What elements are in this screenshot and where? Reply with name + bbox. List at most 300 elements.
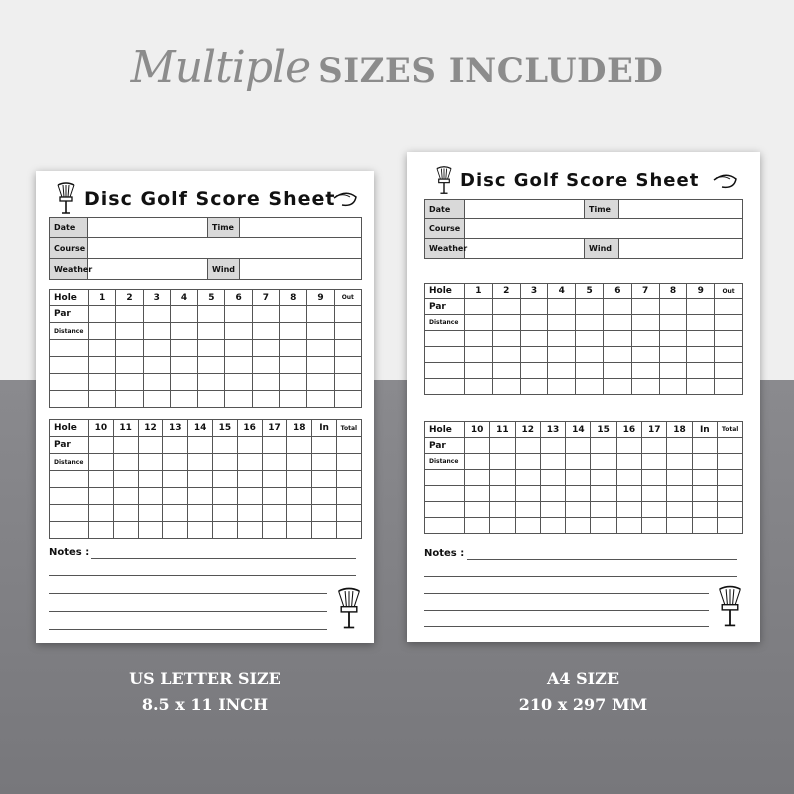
score-cell[interactable]	[490, 502, 515, 518]
distance-cell[interactable]	[515, 454, 540, 470]
distance-label: Distance	[425, 454, 465, 470]
score-cell[interactable]	[113, 488, 138, 505]
score-cell[interactable]	[198, 340, 225, 357]
score-cell[interactable]	[138, 488, 163, 505]
score-cell[interactable]	[312, 471, 337, 488]
score-cell[interactable]	[548, 379, 576, 395]
score-cell[interactable]	[687, 347, 715, 363]
score-cell[interactable]	[252, 357, 279, 374]
score-cell[interactable]	[540, 518, 565, 534]
par-cell[interactable]	[225, 306, 252, 323]
par-cell[interactable]	[262, 437, 287, 454]
score-cell[interactable]	[225, 391, 252, 408]
distance-cell[interactable]	[198, 323, 225, 340]
hole-number-cell: 6	[603, 284, 631, 299]
par-cell[interactable]	[287, 437, 312, 454]
notes-line	[424, 576, 737, 577]
score-cell[interactable]	[225, 357, 252, 374]
wind-field[interactable]	[619, 239, 743, 259]
score-cell[interactable]	[237, 488, 262, 505]
score-cell[interactable]	[715, 363, 743, 379]
score-cell[interactable]	[659, 363, 687, 379]
distance-cell[interactable]	[687, 315, 715, 331]
score-cell[interactable]	[116, 391, 143, 408]
distance-cell[interactable]	[336, 454, 361, 471]
distance-cell[interactable]	[566, 454, 591, 470]
caption-a4-line2: 210 x 297 MM	[518, 695, 648, 714]
score-cell[interactable]	[465, 470, 490, 486]
distance-cell[interactable]	[692, 454, 717, 470]
player-name-cell[interactable]	[50, 522, 89, 539]
table-row	[50, 454, 362, 471]
distance-cell[interactable]	[287, 454, 312, 471]
score-cell[interactable]	[465, 518, 490, 534]
distance-cell[interactable]	[616, 454, 641, 470]
score-cell[interactable]	[492, 363, 520, 379]
par-label: Par	[50, 437, 89, 454]
score-cell[interactable]	[465, 502, 490, 518]
distance-cell[interactable]	[89, 454, 114, 471]
par-cell[interactable]	[465, 438, 490, 454]
score-cell[interactable]	[89, 374, 116, 391]
score-cell[interactable]	[237, 471, 262, 488]
score-cell[interactable]	[631, 331, 659, 347]
distance-cell[interactable]	[631, 315, 659, 331]
weather-field[interactable]	[88, 259, 208, 280]
player-name-cell[interactable]	[50, 505, 89, 522]
score-cell[interactable]	[113, 522, 138, 539]
score-cell[interactable]	[642, 518, 667, 534]
score-cell[interactable]	[566, 486, 591, 502]
score-cell[interactable]	[576, 347, 604, 363]
score-cell[interactable]	[591, 502, 616, 518]
distance-cell[interactable]	[312, 454, 337, 471]
par-cell[interactable]	[212, 437, 237, 454]
score-cell[interactable]	[113, 505, 138, 522]
par-cell[interactable]	[540, 438, 565, 454]
score-cell[interactable]	[336, 522, 361, 539]
distance-cell[interactable]	[188, 454, 213, 471]
player-name-cell[interactable]	[50, 340, 89, 357]
distance-cell[interactable]	[170, 323, 197, 340]
score-cell[interactable]	[336, 471, 361, 488]
distance-cell[interactable]	[113, 454, 138, 471]
score-cell[interactable]	[631, 347, 659, 363]
course-field[interactable]	[465, 219, 743, 239]
score-cell[interactable]	[540, 470, 565, 486]
score-cell[interactable]	[143, 357, 170, 374]
par-cell[interactable]	[188, 437, 213, 454]
par-cell[interactable]	[603, 299, 631, 315]
score-cell[interactable]	[465, 363, 493, 379]
par-cell[interactable]	[334, 306, 361, 323]
score-cell[interactable]	[287, 522, 312, 539]
score-cell[interactable]	[188, 522, 213, 539]
hole-number-cell: Out	[715, 284, 743, 299]
score-cell[interactable]	[490, 470, 515, 486]
score-cell[interactable]	[307, 357, 334, 374]
player-name-cell[interactable]	[50, 374, 89, 391]
score-cell[interactable]	[540, 502, 565, 518]
score-cell[interactable]	[116, 374, 143, 391]
par-cell[interactable]	[307, 306, 334, 323]
par-cell[interactable]	[198, 306, 225, 323]
score-cell[interactable]	[492, 347, 520, 363]
distance-cell[interactable]	[548, 315, 576, 331]
score-cell[interactable]	[334, 340, 361, 357]
score-cell[interactable]	[262, 505, 287, 522]
time-field[interactable]	[619, 200, 743, 219]
score-cell[interactable]	[143, 391, 170, 408]
score-cell[interactable]	[576, 331, 604, 347]
score-sheet-a4	[407, 152, 760, 642]
score-cell[interactable]	[515, 486, 540, 502]
score-cell[interactable]	[212, 488, 237, 505]
score-cell[interactable]	[520, 363, 548, 379]
par-cell[interactable]	[667, 438, 692, 454]
distance-cell[interactable]	[262, 454, 287, 471]
score-cell[interactable]	[188, 505, 213, 522]
score-cell[interactable]	[603, 331, 631, 347]
score-cell[interactable]	[138, 522, 163, 539]
score-cell[interactable]	[89, 340, 116, 357]
score-cell[interactable]	[492, 331, 520, 347]
par-cell[interactable]	[170, 306, 197, 323]
score-cell[interactable]	[163, 522, 188, 539]
score-cell[interactable]	[225, 340, 252, 357]
player-name-cell[interactable]	[50, 391, 89, 408]
score-cell[interactable]	[465, 379, 493, 395]
score-cell[interactable]	[692, 470, 717, 486]
score-cell[interactable]	[252, 374, 279, 391]
score-cell[interactable]	[336, 505, 361, 522]
par-cell[interactable]	[717, 438, 742, 454]
score-cell[interactable]	[143, 340, 170, 357]
score-cell[interactable]	[631, 363, 659, 379]
score-cell[interactable]	[591, 470, 616, 486]
score-cell[interactable]	[198, 391, 225, 408]
score-cell[interactable]	[667, 486, 692, 502]
player-name-cell[interactable]	[50, 488, 89, 505]
score-cell[interactable]	[548, 331, 576, 347]
score-cell[interactable]	[591, 486, 616, 502]
player-name-cell[interactable]	[425, 518, 465, 534]
score-cell[interactable]	[287, 471, 312, 488]
score-cell[interactable]	[515, 518, 540, 534]
score-cell[interactable]	[198, 374, 225, 391]
par-cell[interactable]	[616, 438, 641, 454]
par-cell[interactable]	[89, 306, 116, 323]
distance-cell[interactable]	[237, 454, 262, 471]
weather-field[interactable]	[465, 239, 585, 259]
par-cell[interactable]	[715, 299, 743, 315]
score-cell[interactable]	[717, 518, 742, 534]
player-name-cell[interactable]	[425, 379, 465, 395]
score-cell[interactable]	[334, 357, 361, 374]
score-cell[interactable]	[490, 518, 515, 534]
par-cell[interactable]	[642, 438, 667, 454]
score-cell[interactable]	[591, 518, 616, 534]
score-cell[interactable]	[312, 488, 337, 505]
score-cell[interactable]	[89, 522, 114, 539]
distance-cell[interactable]	[576, 315, 604, 331]
par-cell[interactable]	[566, 438, 591, 454]
date-field[interactable]	[465, 200, 585, 219]
par-cell[interactable]	[576, 299, 604, 315]
score-cell[interactable]	[280, 340, 307, 357]
score-cell[interactable]	[170, 340, 197, 357]
score-cell[interactable]	[312, 522, 337, 539]
score-cell[interactable]	[715, 347, 743, 363]
score-cell[interactable]	[89, 505, 114, 522]
par-cell[interactable]	[591, 438, 616, 454]
score-cell[interactable]	[287, 505, 312, 522]
player-name-cell[interactable]	[50, 471, 89, 488]
distance-cell[interactable]	[138, 454, 163, 471]
score-cell[interactable]	[89, 488, 114, 505]
score-cell[interactable]	[717, 470, 742, 486]
score-cell[interactable]	[715, 379, 743, 395]
score-cell[interactable]	[692, 502, 717, 518]
score-cell[interactable]	[163, 488, 188, 505]
score-cell[interactable]	[540, 486, 565, 502]
score-cell[interactable]	[492, 379, 520, 395]
score-cell[interactable]	[138, 505, 163, 522]
distance-cell[interactable]	[116, 323, 143, 340]
distance-cell[interactable]	[465, 315, 493, 331]
hole-number-cell: 9	[687, 284, 715, 299]
score-cell[interactable]	[336, 488, 361, 505]
score-cell[interactable]	[170, 391, 197, 408]
par-cell[interactable]	[659, 299, 687, 315]
score-cell[interactable]	[89, 391, 116, 408]
time-field[interactable]	[240, 218, 362, 238]
score-cell[interactable]	[312, 505, 337, 522]
score-cell[interactable]	[603, 363, 631, 379]
score-cell[interactable]	[616, 502, 641, 518]
score-cell[interactable]	[490, 486, 515, 502]
score-cell[interactable]	[89, 357, 116, 374]
score-cell[interactable]	[212, 471, 237, 488]
score-cell[interactable]	[307, 374, 334, 391]
score-cell[interactable]	[252, 391, 279, 408]
score-cell[interactable]	[143, 374, 170, 391]
score-cell[interactable]	[692, 486, 717, 502]
score-cell[interactable]	[237, 505, 262, 522]
distance-label: Distance	[50, 454, 89, 471]
player-name-cell[interactable]	[425, 347, 465, 363]
score-cell[interactable]	[603, 379, 631, 395]
distance-cell[interactable]	[715, 315, 743, 331]
score-cell[interactable]	[116, 357, 143, 374]
score-cell[interactable]	[687, 331, 715, 347]
distance-cell[interactable]	[492, 315, 520, 331]
par-cell[interactable]	[490, 438, 515, 454]
score-cell[interactable]	[252, 340, 279, 357]
score-cell[interactable]	[465, 331, 493, 347]
distance-cell[interactable]	[490, 454, 515, 470]
score-cell[interactable]	[287, 488, 312, 505]
score-cell[interactable]	[280, 374, 307, 391]
score-cell[interactable]	[687, 363, 715, 379]
score-cell[interactable]	[465, 347, 493, 363]
score-cell[interactable]	[188, 471, 213, 488]
course-field[interactable]	[88, 238, 362, 259]
score-cell[interactable]	[89, 471, 114, 488]
score-cell[interactable]	[113, 471, 138, 488]
hole-number-cell: 9	[307, 290, 334, 306]
par-cell[interactable]	[515, 438, 540, 454]
score-cell[interactable]	[280, 391, 307, 408]
score-cell[interactable]	[262, 488, 287, 505]
score-cell[interactable]	[307, 340, 334, 357]
distance-cell[interactable]	[163, 454, 188, 471]
distance-cell[interactable]	[334, 323, 361, 340]
score-cell[interactable]	[642, 486, 667, 502]
par-cell[interactable]	[163, 437, 188, 454]
par-cell[interactable]	[252, 306, 279, 323]
front-nine-table	[424, 283, 743, 395]
distance-cell[interactable]	[307, 323, 334, 340]
table-row	[425, 331, 743, 347]
par-cell[interactable]	[138, 437, 163, 454]
wind-field[interactable]	[240, 259, 362, 280]
distance-cell[interactable]	[252, 323, 279, 340]
score-cell[interactable]	[520, 347, 548, 363]
score-sheet-us-letter	[36, 171, 374, 643]
par-cell[interactable]	[687, 299, 715, 315]
par-cell[interactable]	[520, 299, 548, 315]
score-cell[interactable]	[687, 379, 715, 395]
par-cell[interactable]	[116, 306, 143, 323]
score-cell[interactable]	[642, 470, 667, 486]
score-cell[interactable]	[262, 522, 287, 539]
score-cell[interactable]	[225, 374, 252, 391]
score-cell[interactable]	[170, 357, 197, 374]
score-cell[interactable]	[692, 518, 717, 534]
score-cell[interactable]	[170, 374, 197, 391]
distance-cell[interactable]	[603, 315, 631, 331]
score-cell[interactable]	[515, 470, 540, 486]
distance-cell[interactable]	[659, 315, 687, 331]
score-cell[interactable]	[307, 391, 334, 408]
table-row	[425, 518, 743, 534]
hole-number-cell: 10	[89, 420, 114, 437]
player-name-cell[interactable]	[425, 486, 465, 502]
score-cell[interactable]	[548, 347, 576, 363]
score-cell[interactable]	[715, 331, 743, 347]
score-cell[interactable]	[616, 470, 641, 486]
par-cell[interactable]	[336, 437, 361, 454]
score-cell[interactable]	[163, 505, 188, 522]
headline	[0, 42, 794, 93]
score-cell[interactable]	[280, 357, 307, 374]
score-cell[interactable]	[138, 471, 163, 488]
player-name-cell[interactable]	[425, 502, 465, 518]
distance-cell[interactable]	[280, 323, 307, 340]
par-cell[interactable]	[89, 437, 114, 454]
par-cell[interactable]	[113, 437, 138, 454]
score-cell[interactable]	[576, 379, 604, 395]
player-name-cell[interactable]	[425, 363, 465, 379]
score-cell[interactable]	[515, 502, 540, 518]
score-cell[interactable]	[631, 379, 659, 395]
score-cell[interactable]	[188, 488, 213, 505]
score-cell[interactable]	[642, 502, 667, 518]
par-cell[interactable]	[280, 306, 307, 323]
distance-cell[interactable]	[667, 454, 692, 470]
distance-cell[interactable]	[465, 454, 490, 470]
score-cell[interactable]	[198, 357, 225, 374]
distance-cell[interactable]	[642, 454, 667, 470]
score-cell[interactable]	[667, 502, 692, 518]
score-cell[interactable]	[566, 470, 591, 486]
distance-cell[interactable]	[520, 315, 548, 331]
score-cell[interactable]	[616, 518, 641, 534]
score-cell[interactable]	[334, 391, 361, 408]
score-cell[interactable]	[212, 505, 237, 522]
par-cell[interactable]	[492, 299, 520, 315]
score-cell[interactable]	[237, 522, 262, 539]
score-cell[interactable]	[667, 470, 692, 486]
caption-us-letter-line2: 8.5 x 11 INCH	[141, 695, 269, 714]
par-cell[interactable]	[631, 299, 659, 315]
score-cell[interactable]	[465, 486, 490, 502]
score-cell[interactable]	[659, 347, 687, 363]
score-cell[interactable]	[116, 340, 143, 357]
distance-cell[interactable]	[717, 454, 742, 470]
score-cell[interactable]	[717, 486, 742, 502]
player-name-cell[interactable]	[50, 357, 89, 374]
player-name-cell[interactable]	[425, 331, 465, 347]
score-cell[interactable]	[603, 347, 631, 363]
score-cell[interactable]	[576, 363, 604, 379]
score-cell[interactable]	[163, 471, 188, 488]
distance-cell[interactable]	[540, 454, 565, 470]
score-cell[interactable]	[667, 518, 692, 534]
score-cell[interactable]	[616, 486, 641, 502]
date-field[interactable]	[88, 218, 208, 238]
distance-cell[interactable]	[591, 454, 616, 470]
par-cell[interactable]	[143, 306, 170, 323]
distance-cell[interactable]	[143, 323, 170, 340]
hole-number-cell: 13	[540, 422, 565, 438]
par-cell[interactable]	[312, 437, 337, 454]
distance-cell[interactable]	[225, 323, 252, 340]
score-cell[interactable]	[717, 502, 742, 518]
player-name-cell[interactable]	[425, 470, 465, 486]
score-cell[interactable]	[334, 374, 361, 391]
score-cell[interactable]	[659, 379, 687, 395]
par-cell[interactable]	[548, 299, 576, 315]
score-cell[interactable]	[548, 363, 576, 379]
score-cell[interactable]	[659, 331, 687, 347]
distance-cell[interactable]	[212, 454, 237, 471]
score-cell[interactable]	[520, 379, 548, 395]
score-cell[interactable]	[520, 331, 548, 347]
score-cell[interactable]	[212, 522, 237, 539]
score-cell[interactable]	[262, 471, 287, 488]
wind-label: Wind	[208, 259, 240, 280]
par-cell[interactable]	[465, 299, 493, 315]
headline-bold: SIZES INCLUDED	[318, 51, 664, 91]
par-cell[interactable]	[692, 438, 717, 454]
score-cell[interactable]	[566, 518, 591, 534]
score-cell[interactable]	[566, 502, 591, 518]
info-table	[424, 199, 743, 259]
par-cell[interactable]	[237, 437, 262, 454]
distance-cell[interactable]	[89, 323, 116, 340]
